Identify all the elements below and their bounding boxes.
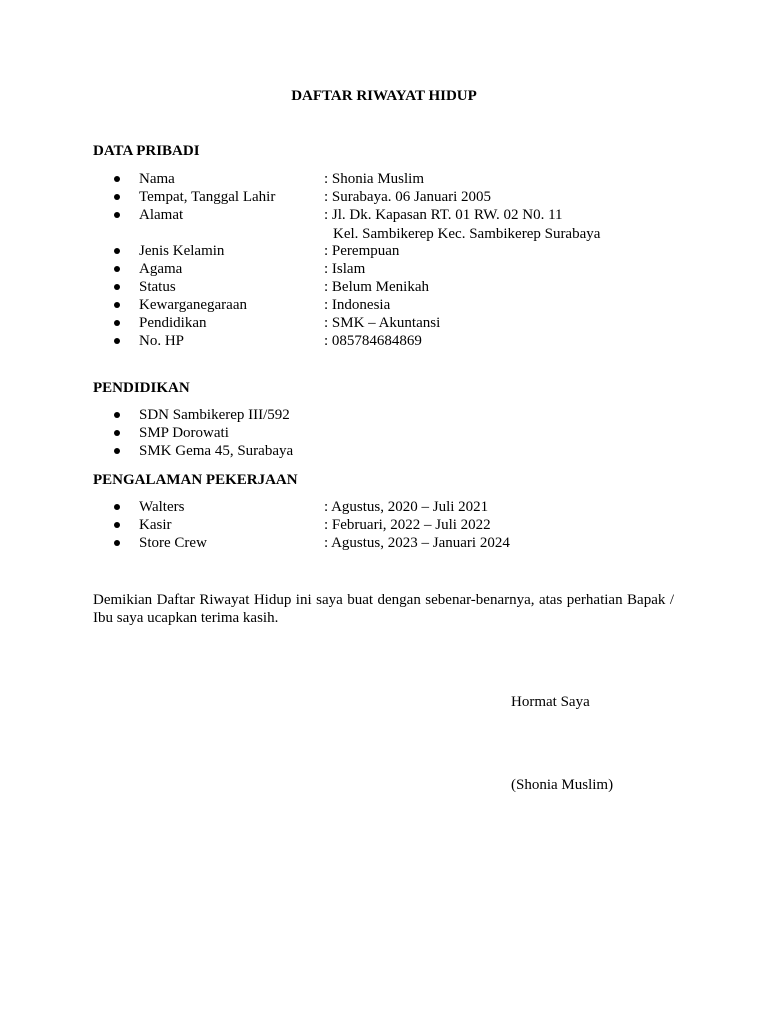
- personal-data-label: Alamat: [139, 207, 184, 223]
- work-experience-value: : Agustus, 2023 – Januari 2024: [324, 535, 510, 551]
- bullet-icon: [114, 266, 120, 272]
- signature-name: (Shonia Muslim): [511, 777, 614, 793]
- education-item: SMK Gema 45, Surabaya: [139, 443, 294, 459]
- personal-data-value: : SMK – Akuntansi: [324, 315, 441, 331]
- bullet-icon: [114, 430, 120, 436]
- section-heading-pendidikan: PENDIDIKAN: [93, 380, 190, 396]
- personal-data-label: Kewarganegaraan: [139, 297, 247, 313]
- bullet-icon: [114, 194, 120, 200]
- personal-data-value: : Indonesia: [324, 297, 391, 313]
- personal-data-label: No. HP: [139, 333, 185, 349]
- personal-data-label: Status: [139, 279, 176, 295]
- personal-data-value: : Belum Menikah: [324, 279, 429, 295]
- closing-regards: Hormat Saya: [511, 694, 590, 710]
- work-experience-value: : Agustus, 2020 – Juli 2021: [324, 499, 489, 515]
- bullet-icon: [114, 540, 120, 546]
- work-experience-label: Kasir: [139, 517, 172, 533]
- personal-data-label: Tempat, Tanggal Lahir: [139, 189, 276, 205]
- personal-data-value: : Shonia Muslim: [324, 171, 425, 187]
- bullet-icon: [114, 284, 120, 290]
- personal-data-label: Nama: [139, 171, 175, 187]
- bullet-icon: [114, 176, 120, 182]
- work-experience-label: Store Crew: [139, 535, 207, 551]
- education-item: SDN Sambikerep III/592: [139, 407, 290, 423]
- personal-data-value: : 085784684869: [324, 333, 422, 349]
- bullet-icon: [114, 412, 120, 418]
- education-item: SMP Dorowati: [139, 425, 229, 441]
- personal-data-label: Jenis Kelamin: [139, 243, 225, 259]
- bullet-icon: [114, 320, 120, 326]
- personal-data-label: Agama: [139, 261, 183, 277]
- section-heading-pengalaman: PENGALAMAN PEKERJAAN: [93, 472, 298, 488]
- personal-data-value: : Islam: [324, 261, 366, 277]
- section-heading-data-pribadi: DATA PRIBADI: [93, 143, 200, 159]
- bullet-icon: [114, 248, 120, 254]
- document-title: DAFTAR RIWAYAT HIDUP: [291, 88, 477, 104]
- bullet-icon: [114, 504, 120, 510]
- closing-paragraph: Demikian Daftar Riwayat Hidup ini saya buat dengan sebenar-benarnya, atas perhatian Bapak / Ibu saya ucapkan terima kasih.: [93, 592, 674, 626]
- work-experience-label: Walters: [139, 499, 185, 515]
- bullet-icon: [114, 522, 120, 528]
- personal-data-value: : Jl. Dk. Kapasan RT. 01 RW. 02 N0. 11: [324, 207, 563, 223]
- personal-data-value: : Perempuan: [324, 243, 400, 259]
- bullet-icon: [114, 302, 120, 308]
- work-experience-value: : Februari, 2022 – Juli 2022: [324, 517, 491, 533]
- personal-data-value: : Surabaya. 06 Januari 2005: [324, 189, 492, 205]
- bullet-icon: [114, 212, 120, 218]
- personal-data-value-continuation: Kel. Sambikerep Kec. Sambikerep Surabaya: [333, 226, 601, 242]
- bullet-icon: [114, 338, 120, 344]
- personal-data-label: Pendidikan: [139, 315, 207, 331]
- bullet-icon: [114, 448, 120, 454]
